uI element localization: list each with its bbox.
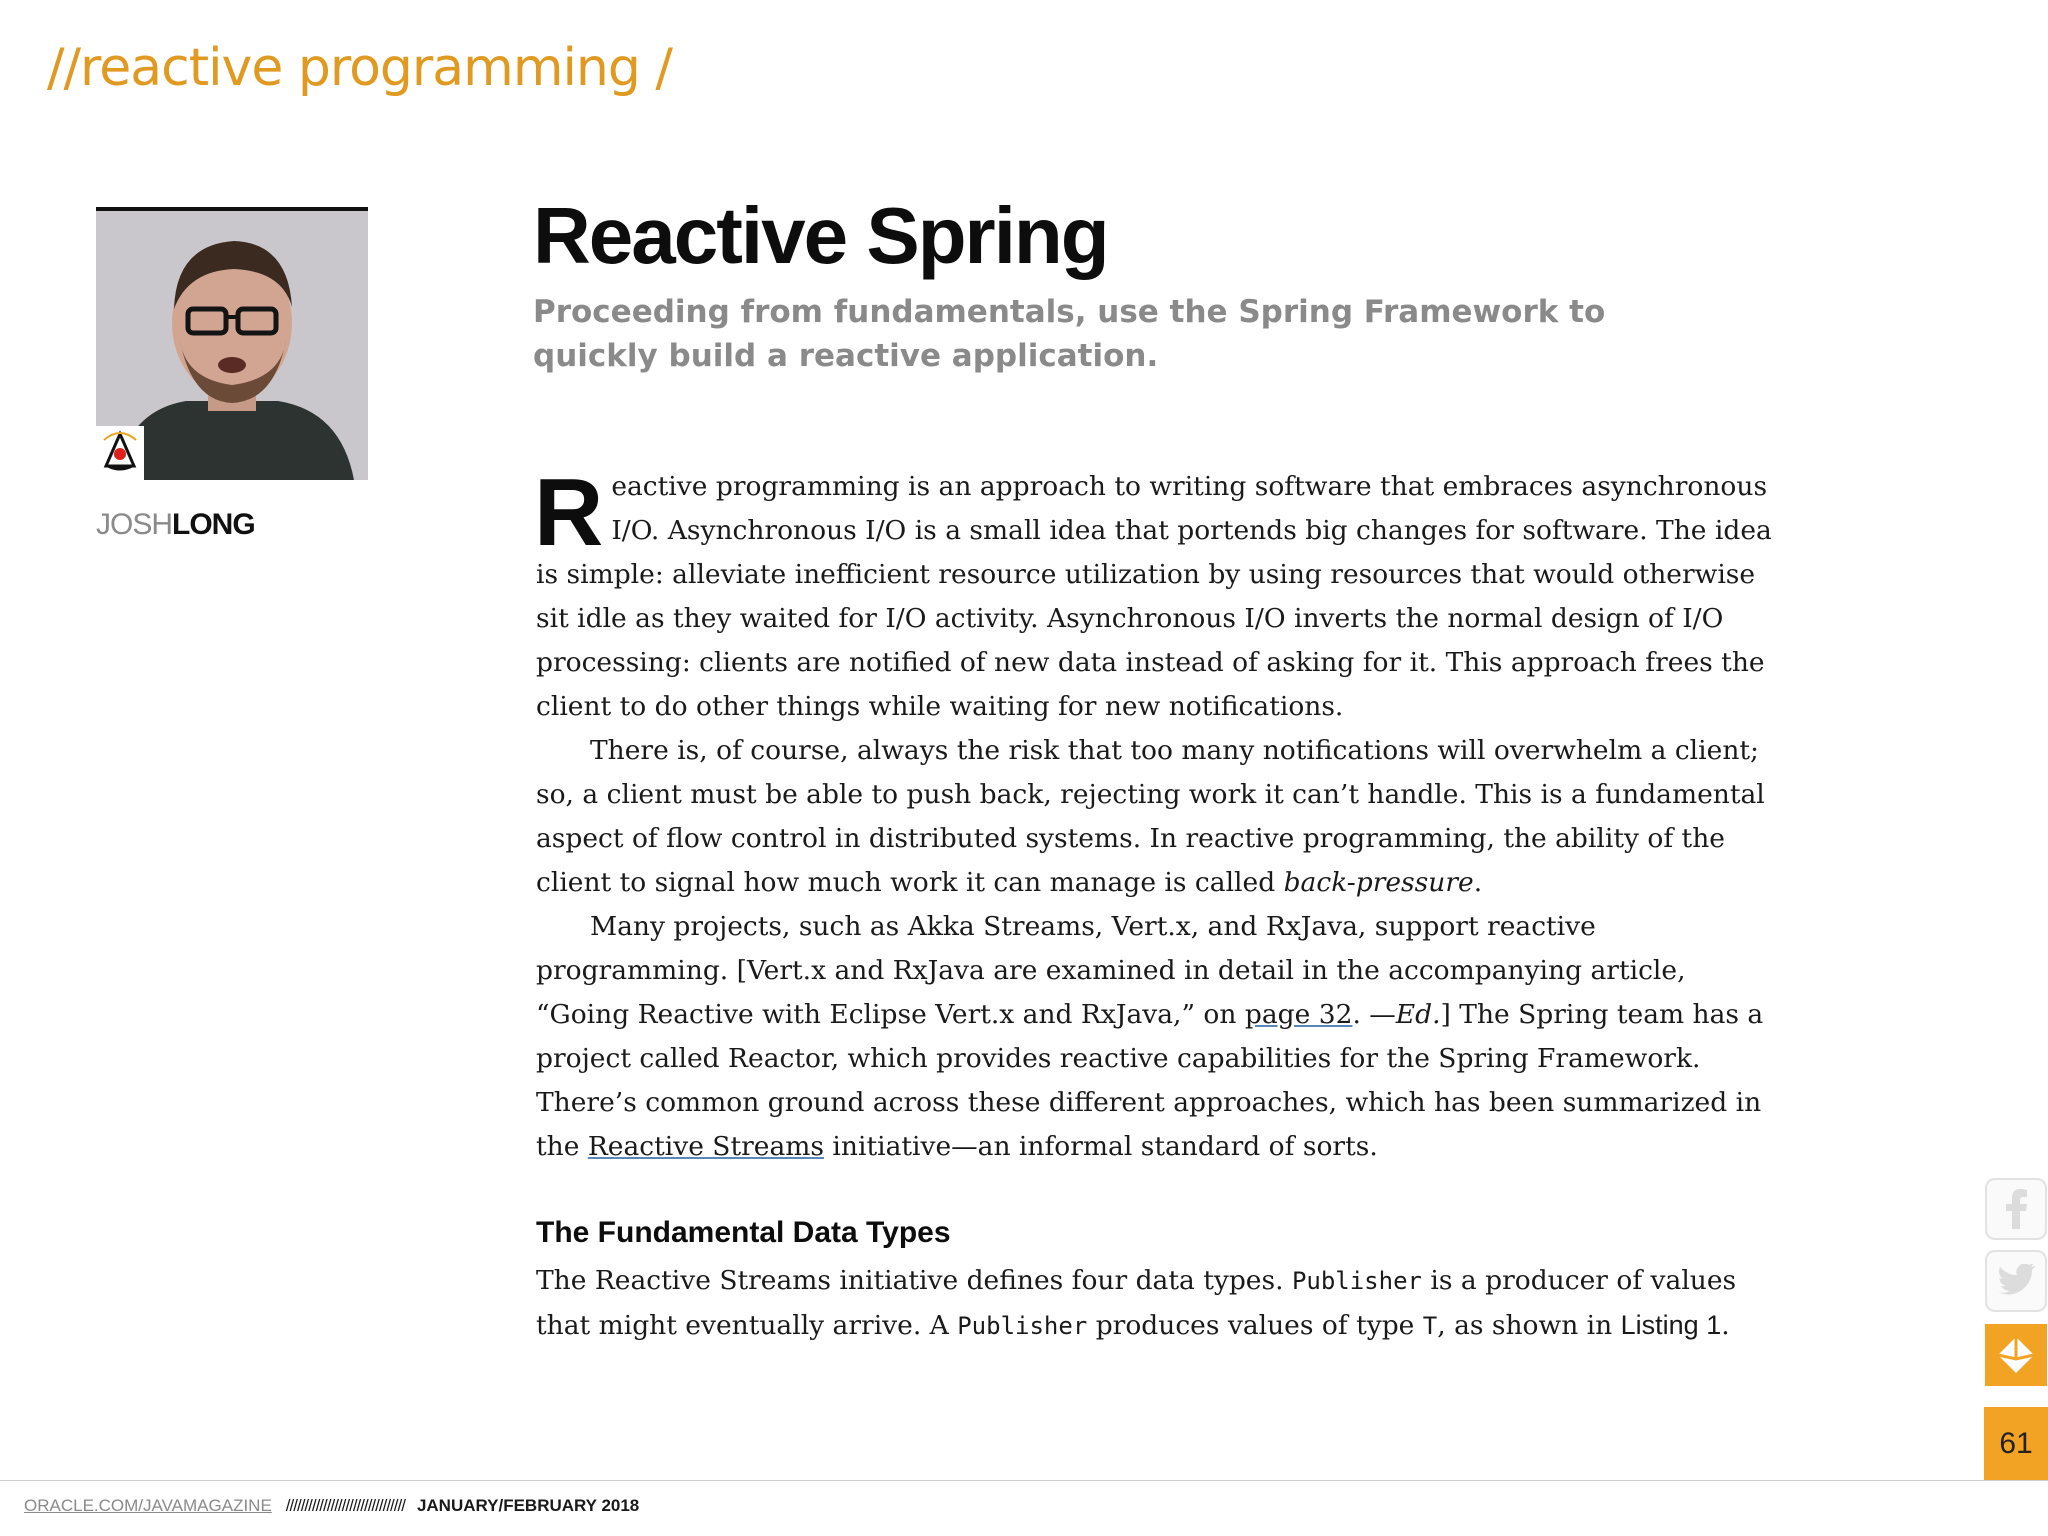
drop-cap: R xyxy=(534,459,604,566)
page-32-link[interactable]: page 32 xyxy=(1244,999,1353,1030)
article-body xyxy=(534,459,1772,1348)
page-number-badge: 61 xyxy=(1984,1407,2048,1481)
listing-1-reference: Listing 1 xyxy=(1620,1310,1722,1340)
email-share-button[interactable] xyxy=(1985,1324,2047,1386)
paragraph-1 xyxy=(534,459,1772,729)
code-publisher-1: Publisher xyxy=(1291,1267,1422,1295)
article-deck: Proceeding from fundamentals, use the Spring Framework to quickly build a reactive application. xyxy=(533,294,1606,374)
paragraph-4-e: . xyxy=(1721,1310,1730,1341)
paragraph-4-a: The Reactive Streams initiative defines four data types. xyxy=(536,1265,1292,1296)
paragraph-4 xyxy=(536,1259,1772,1348)
section-subhead: The Fundamental Data Types xyxy=(536,1216,951,1249)
paragraph-2 xyxy=(536,729,1772,905)
footer-divider xyxy=(0,1480,2048,1481)
paragraph-2-end: . xyxy=(1473,867,1483,898)
twitter-icon xyxy=(1996,1264,2036,1298)
code-type-t: T xyxy=(1422,1312,1438,1340)
paragraph-4-b: is a producer of values that might eventually arrive. A xyxy=(536,1265,1737,1341)
email-icon xyxy=(1994,1333,2038,1377)
code-publisher-2: Publisher xyxy=(957,1312,1088,1340)
author-byline xyxy=(96,508,255,542)
editor-note: Ed. xyxy=(1395,999,1441,1030)
footer-slashes: //////////////////////////////// xyxy=(285,1496,405,1515)
paragraph-4-d: , as shown in xyxy=(1437,1310,1621,1341)
facebook-icon xyxy=(2001,1189,2031,1229)
java-champion-badge xyxy=(96,426,144,480)
author-last-name: LONG xyxy=(172,508,255,541)
section-tag: //reactive programming / xyxy=(47,38,672,98)
paragraph-4-c: produces values of type xyxy=(1087,1310,1423,1341)
article-title: Reactive Spring xyxy=(533,191,1108,280)
twitter-share-button[interactable] xyxy=(1985,1250,2047,1312)
footer-site-link[interactable]: ORACLE.COM/JAVAMAGAZINE xyxy=(24,1496,272,1515)
paragraph-1-text: eactive programming is an approach to writing software that embraces asynchronous I/O. Asynchronous I/O is a small idea that portends big changes for software. The idea is simple: alleviate inefficient resource utilization by using resources that would otherwise sit idle as they waited for I/O activity. Asynchronous I/O inverts the normal design of I/O processing: clients are notified of new data instead of asking for it. This approach frees the client to do other things while waiting for new notifications. xyxy=(536,471,1772,722)
reactive-streams-link[interactable]: Reactive Streams xyxy=(587,1131,824,1162)
footer-issue-date: JANUARY/FEBRUARY 2018 xyxy=(416,1496,640,1515)
paragraph-2-text: There is, of course, always the risk that too many notifications will overwhelm a client; so, a client must be able to push back, rejecting work it can’t handle. This is a fundamental aspect of flow control in distributed systems. In reactive programming, the ability of the client to signal how much work it can manage is called xyxy=(536,735,1765,898)
paragraph-3 xyxy=(536,905,1772,1169)
author-first-name: JOSH xyxy=(96,508,173,541)
paragraph-3-c: ] The Spring team has a project called Reactor, which provides reactive capabilities for the Spring Framework. There’s common ground across these different approaches, which has been summarized in the xyxy=(536,999,1764,1162)
page-footer xyxy=(24,1496,639,1516)
paragraph-3-a: Many projects, such as Akka Streams, Vert.x, and RxJava, support reactive programming. [Vert.x and RxJava are examined in detail in the accompanying article, “Going Reactive with Eclipse Vert.x and RxJava,” on xyxy=(536,911,1686,1030)
facebook-share-button[interactable] xyxy=(1985,1178,2047,1240)
paragraph-3-b: . — xyxy=(1352,999,1396,1030)
paragraph-3-d: initiative—an informal standard of sorts. xyxy=(824,1131,1378,1162)
term-back-pressure: back-pressure xyxy=(1283,867,1474,898)
